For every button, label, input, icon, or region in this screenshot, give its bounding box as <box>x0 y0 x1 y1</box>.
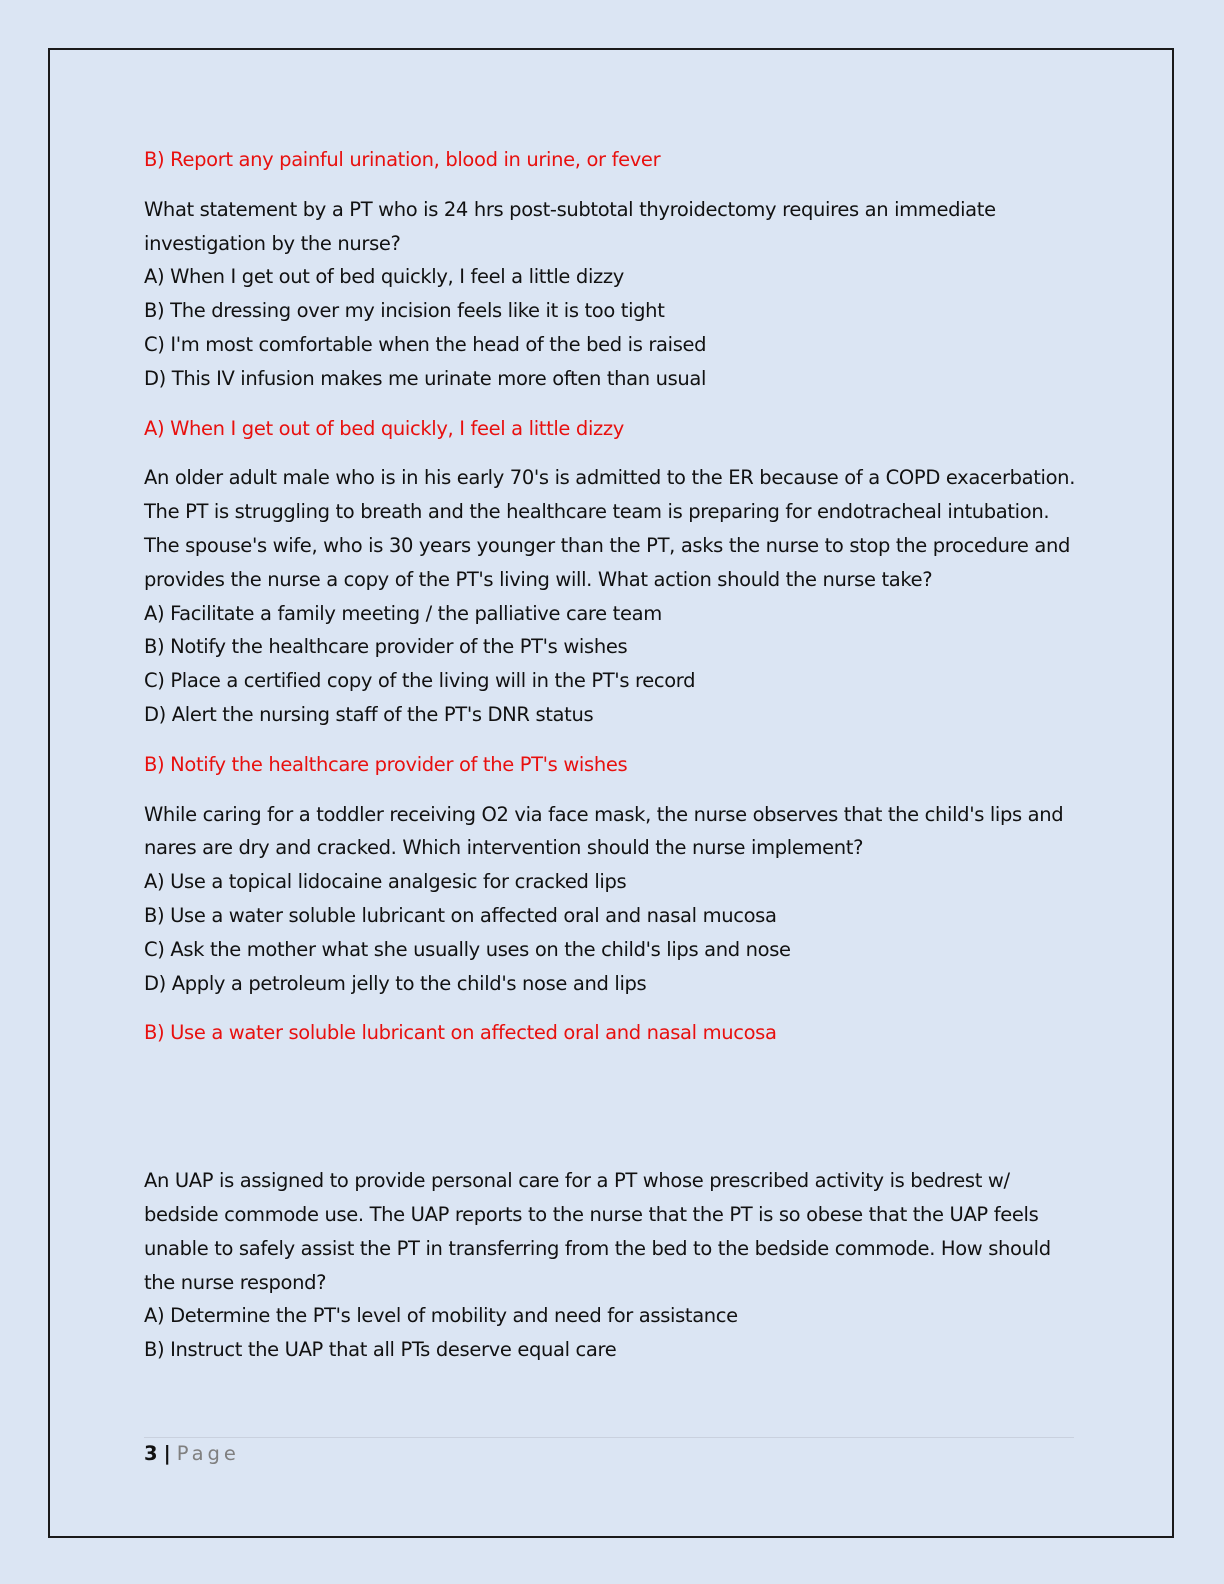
question-stem: What statement by a PT who is 24 hrs post-subtotal thyroidectomy requires an immediate investigation by the nurse? <box>144 197 996 255</box>
answer-option: B) Use a water soluble lubricant on affected oral and nasal mucosa <box>144 903 777 927</box>
answer-option: A) Use a topical lidocaine analgesic for cracked lips <box>144 870 627 894</box>
question-stem: An UAP is assigned to provide personal care for a PT whose prescribed activity is bedrest w/ bedside commode use. The UAP reports to the nurse that the PT is so obese that the UAP feels unable to safely assist the PT in transferring from the bed to the bedside commode. How should the nurse respond? <box>144 1169 1051 1294</box>
answer-option: C) Ask the mother what she usually uses on the child's lips and nose <box>144 937 791 961</box>
question-stem: While caring for a toddler receiving O2 via face mask, the nurse observes that the child's lips and nares are dry and cracked. Which intervention should the nurse implement? <box>144 802 1064 860</box>
answer-option: A) Facilitate a family meeting / the palliative care team <box>144 601 662 625</box>
answer-option: A) When I get out of bed quickly, I feel a little dizzy <box>144 265 624 289</box>
document-body <box>144 143 1084 1367</box>
page-label: Page <box>176 1442 240 1465</box>
footer-separator: | <box>163 1442 171 1465</box>
answer-option: D) This IV infusion makes me urinate more often than usual <box>144 366 707 390</box>
question-stem: An older adult male who is in his early 70's is admitted to the ER because of a COPD exacerbation. The PT is struggling to breath and the healthcare team is preparing for endotracheal intubation. The spouse's wife, who is 30 years younger than the PT, asks the nurse to stop the procedure and provides the nurse a copy of the PT's living will. What action should the nurse take? <box>144 466 1076 591</box>
question-block <box>144 1164 1084 1367</box>
question-block <box>144 193 1084 396</box>
footer-divider <box>144 1437 1074 1438</box>
correct-answer: B) Notify the healthcare provider of the PT's wishes <box>144 752 628 776</box>
answer-option: B) Notify the healthcare provider of the PT's wishes <box>144 635 628 659</box>
correct-answer: A) When I get out of bed quickly, I feel a little dizzy <box>144 416 624 440</box>
answer-option: B) The dressing over my incision feels like it is too tight <box>144 299 665 323</box>
answer-option: B) Instruct the UAP that all PTs deserve equal care <box>144 1338 617 1362</box>
page-footer <box>144 1440 240 1468</box>
page-number: 3 <box>144 1442 158 1465</box>
answer-option: C) I'm most comfortable when the head of the bed is raised <box>144 332 707 356</box>
question-block <box>144 461 1084 731</box>
answer-option: D) Alert the nursing staff of the PT's DNR status <box>144 702 594 726</box>
answer-option: C) Place a certified copy of the living will in the PT's record <box>144 669 696 693</box>
correct-answer: B) Use a water soluble lubricant on affected oral and nasal mucosa <box>144 1021 777 1045</box>
question-block <box>144 798 1084 1001</box>
answer-option: D) Apply a petroleum jelly to the child's nose and lips <box>144 971 647 995</box>
answer-text: B) Report any painful urination, blood in urine, or fever <box>144 148 661 171</box>
answer-option: A) Determine the PT's level of mobility and need for assistance <box>144 1304 738 1328</box>
